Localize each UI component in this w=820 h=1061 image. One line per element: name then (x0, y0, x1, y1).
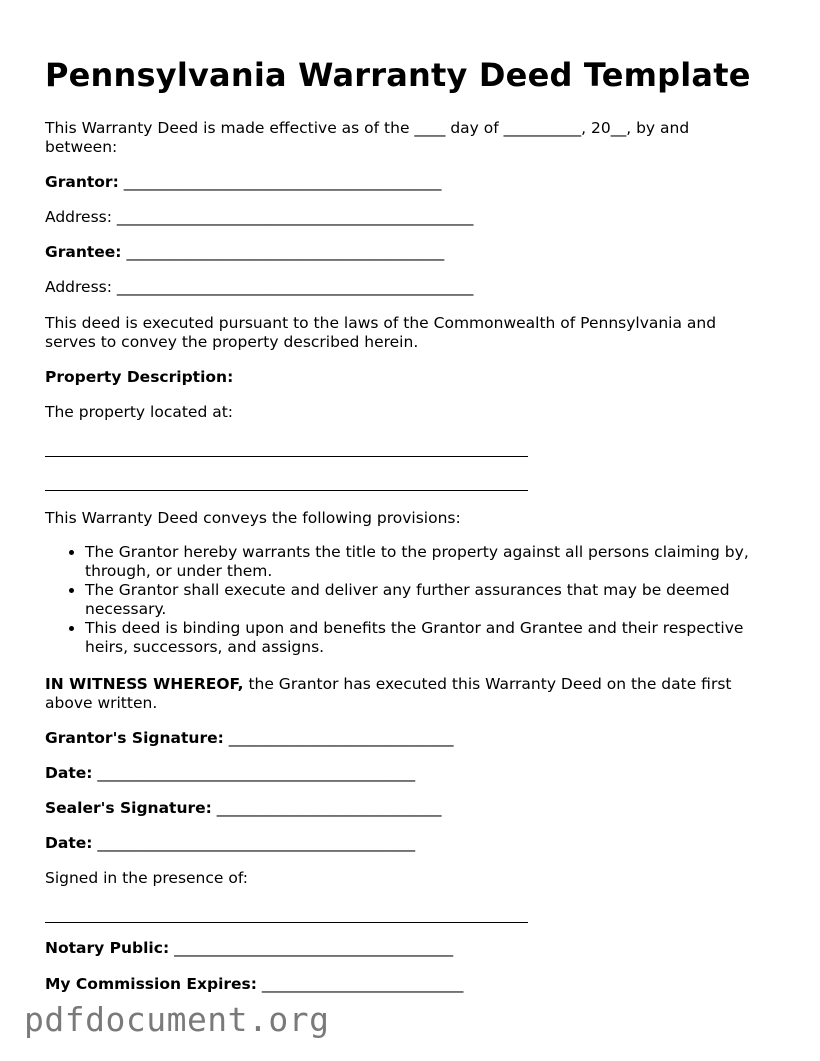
grantor-address-line (45, 208, 473, 227)
grantee-field[interactable]: _________________________________________ (126, 243, 445, 261)
sealer-signature-line (45, 799, 442, 818)
witness-paragraph (45, 675, 765, 713)
watermark: pdfdocument.org (24, 1000, 330, 1039)
witness-bold: IN WITNESS WHEREOF, (45, 675, 244, 693)
grantor-address-field[interactable]: ______________________________________________ (116, 208, 474, 226)
date-line-1 (45, 764, 415, 783)
signed-presence-text: Signed in the presence of: (45, 869, 248, 887)
grantee-address-label: Address: (45, 278, 112, 296)
commission-field[interactable]: __________________________ (261, 975, 464, 993)
date-label-2: Date: (45, 834, 93, 852)
grantor-label: Grantor: (45, 173, 119, 191)
witness-text: the Grantor has executed this Warranty Deed on the date first above written. (45, 675, 732, 712)
intro-paragraph: This Warranty Deed is made effective as of the ____ day of __________, 20__, by and between: (45, 119, 690, 156)
date-field-2[interactable]: _________________________________________ (97, 834, 416, 852)
laws-paragraph: This deed is executed pursuant to the laws of the Commonwealth of Pennsylvania and serves to convey the property described herein. (45, 314, 717, 351)
document-title: Pennsylvania Warranty Deed Template (45, 56, 751, 94)
sealer-signature-label: Sealer's Signature: (45, 799, 212, 817)
commission-line (45, 975, 463, 994)
property-description-heading: Property Description: (45, 368, 234, 386)
date-line-2 (45, 834, 415, 853)
provision-item: • The Grantor hereby warrants the title to the property against all persons claiming by, through, or under them. (85, 543, 785, 581)
property-located-text: The property located at: (45, 403, 234, 421)
grantor-signature-line (45, 729, 453, 748)
provisions-list (45, 543, 785, 657)
witness-signature-line[interactable] (45, 922, 528, 923)
grantee-address-field[interactable]: ______________________________________________ (116, 278, 474, 296)
grantor-address-label: Address: (45, 208, 112, 226)
grantee-line (45, 243, 444, 262)
notary-label: Notary Public: (45, 939, 170, 957)
provision-item: • The Grantor shall execute and deliver any further assurances that may be deemed necessary. (85, 581, 785, 619)
notary-field[interactable]: ____________________________________ (174, 939, 454, 957)
property-line-2[interactable] (45, 490, 528, 491)
provision-item: • This deed is binding upon and benefits the Grantor and Grantee and their respective heirs, successors, and assigns. (85, 619, 785, 657)
grantor-line (45, 173, 441, 192)
grantor-signature-label: Grantor's Signature: (45, 729, 224, 747)
grantee-address-line (45, 278, 473, 297)
sealer-signature-field[interactable]: _____________________________ (216, 799, 442, 817)
commission-label: My Commission Expires: (45, 975, 257, 993)
date-label-1: Date: (45, 764, 93, 782)
grantor-signature-field[interactable]: _____________________________ (228, 729, 454, 747)
notary-line (45, 939, 453, 958)
grantor-field[interactable]: _________________________________________ (123, 173, 442, 191)
provisions-intro: This Warranty Deed conveys the following provisions: (45, 509, 461, 527)
property-line-1[interactable] (45, 456, 528, 457)
grantee-label: Grantee: (45, 243, 122, 261)
date-field-1[interactable]: _________________________________________ (97, 764, 416, 782)
